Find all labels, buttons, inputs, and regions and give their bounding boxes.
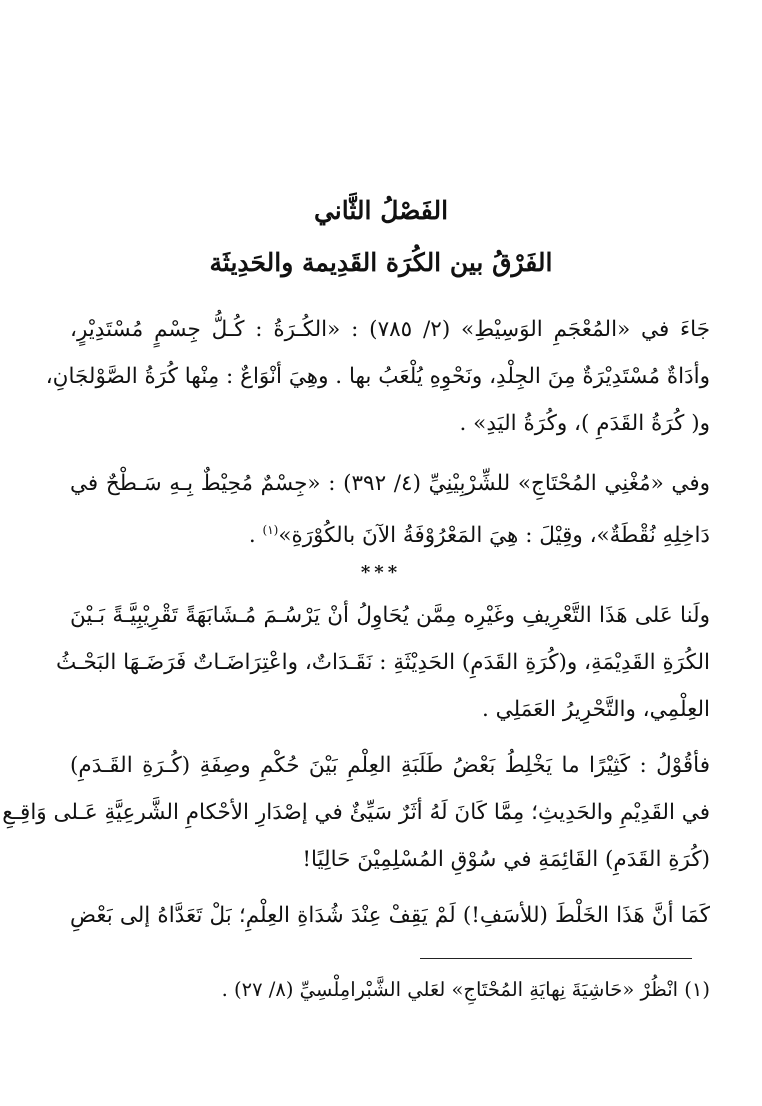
paragraph-continuation — [70, 892, 710, 939]
text-line: (كُرَةِ القَدَمِ) القَائِمَةِ في سُوْقِ المُسْلِمِيْنَ حَالِيًا! — [302, 847, 710, 872]
text-line: ولَنا عَلى هَذَا التَّعْرِيفِ وغَيْرِه مِمَّن يُحَاوِلُ أنْ يَرْسُـمَ مُـشَابَهَةً تَقْرِيْبِيَّـةً بَـيْنَ — [70, 603, 710, 628]
text-fragment: دَاخِلِهِ نُقْطَةٌ»، وقِيْلَ : هِيَ المَعْرُوْفَةُ الآنَ بالكُوْرَةِ» — [278, 523, 710, 549]
section-separator: *** — [360, 562, 402, 583]
text-line: فأقُوْلُ : كَثِيْرًا ما يَخْلِطُ بَعْضُ طَلَبَةِ العِلْمِ بَيْنَ حُكْمِ وصِفَةِ (كُـرَةِ القَـدَمِ) — [70, 753, 710, 778]
section-title: الفَرْقُ بين الكُرَة القَدِيمة والحَدِيثَة — [209, 248, 553, 277]
paragraph-confusion — [2, 742, 710, 883]
text-line: في القَدِيْمِ والحَدِيثِ؛ مِمَّا كَانَ لَهُ أثَرٌ سَيِّئٌ في إصْدَارِ الأحْكامِ الشَّرعِيَّةِ عَـلى وَاقِـعِ — [2, 800, 710, 825]
text-line: وأدَاةٌ مُسْتَدِيْرَةٌ مِنَ الجِلْدِ، ونَحْوِهِ يُلْعَبُ بها . وهِيَ أنْوَاعٌ : مِنْها كُرَةُ الصَّوْلجَانِ، — [45, 364, 710, 389]
text-line: كَمَا أنَّ هَذَا الخَلْطَ (للأسَفِ!) لَمْ يَقِفْ عِنْدَ شُدَاةِ العِلْمِ؛ بَلْ تَعَدَّاهُ إلى بَعْضِ — [70, 903, 710, 928]
text-line: و( كُرَةُ القَدَمِ )، وكُرَةُ اليَدِ» . — [459, 411, 710, 436]
text-line: العِلْمِي، والتَّحْرِيرُ العَمَلِي . — [482, 697, 710, 722]
text-line — [70, 507, 710, 559]
text-line: الكُرَةِ القَدِيْمَةِ، و(كُرَةِ القَدَمِ) الحَدِيْثَةِ : نَقَـدَاتٌ، واعْتِرَاضَـاتٌ فَرَضَـهَا البَحْـثُ — [56, 650, 710, 675]
footnote-divider — [420, 958, 692, 959]
chapter-title: الفَصْلُ الثَّاني — [313, 196, 449, 225]
text-line: وفي «مُغْنِي المُحْتَاجِ» للشِّرْبِيْنِيِّ (٤/ ٣٩٢) : «جِسْمٌ مُحِيْطٌ بِـهِ سَـطْحٌ في — [70, 471, 711, 496]
paragraph-definition-mughni — [70, 460, 710, 559]
paragraph-objections — [56, 592, 710, 733]
footnote-marker: (١) — [262, 523, 279, 537]
text-fragment: . — [248, 523, 263, 549]
paragraph-definition-wasit — [45, 306, 710, 447]
text-line: جَاءَ في «المُعْجَمِ الوَسِيْطِ» (٢/ ٧٨٥) : «الكُـرَةُ : كُـلُّ جِسْمٍ مُسْتَدِيْرٍ، — [70, 317, 710, 342]
footnote: (١) انْظُرْ «حَاشِيَةَ نِهايَةِ المُحْتَاجِ» لعَلي الشَّبْرامِلْسِيِّ (٨/ ٢٧) . — [221, 978, 710, 1001]
